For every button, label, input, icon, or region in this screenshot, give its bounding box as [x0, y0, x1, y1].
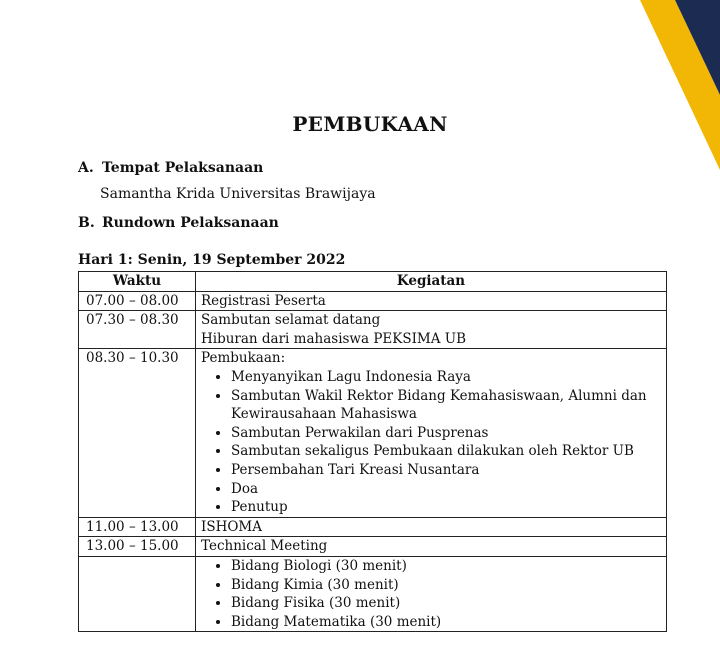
section-b-heading: [78, 215, 279, 231]
section-a-letter: A.: [78, 160, 94, 176]
venue-text: Samantha Krida Universitas Brawijaya: [100, 186, 376, 202]
section-a-title: Tempat Pelaksanaan: [102, 160, 264, 176]
activity-cell: [196, 517, 667, 537]
section-b-title: Rundown Pelaksanaan: [102, 215, 279, 231]
list-item: • Bidang Matematika (30 menit): [231, 613, 661, 632]
page-title: PEMBUKAAN: [292, 112, 448, 136]
table-row: [79, 291, 667, 311]
time-cell: 07.30 – 08.30: [79, 311, 196, 349]
time-cell: 13.00 – 15.00: [79, 537, 196, 557]
list-item: • Sambutan Perwakilan dari Pusprenas: [231, 424, 661, 443]
list-item: • Bidang Biologi (30 menit): [231, 557, 661, 576]
header-waktu: Waktu: [79, 272, 196, 292]
activity-cell: [196, 291, 667, 311]
time-cell: 08.30 – 10.30: [79, 349, 196, 517]
activity-cell: [196, 556, 667, 631]
header-kegiatan: Kegiatan: [196, 272, 667, 292]
activity-line: Sambutan selamat datang: [201, 312, 381, 329]
activity-cell: [196, 349, 667, 517]
table-row: [79, 311, 667, 349]
list-item: • Doa: [231, 480, 661, 499]
table-row: [79, 556, 667, 631]
list-item: • Penutup: [231, 498, 661, 517]
activity-cell: [196, 311, 667, 349]
list-item: • Menyanyikan Lagu Indonesia Raya: [231, 368, 661, 387]
activity-line: Pembukaan:: [201, 350, 286, 367]
time-cell: [79, 556, 196, 631]
corner-decoration: [600, 0, 720, 200]
table-header-row: [79, 272, 667, 292]
activity-line: ISHOMA: [201, 518, 262, 535]
activity-bullet-list: [201, 557, 661, 631]
day-heading: Hari 1: Senin, 19 September 2022: [78, 252, 346, 268]
table-row: [79, 349, 667, 517]
section-a-heading: [78, 160, 263, 176]
activity-bullet-list: [201, 368, 661, 517]
section-b-letter: B.: [78, 215, 95, 231]
table-row: [79, 537, 667, 557]
time-cell: 11.00 – 13.00: [79, 517, 196, 537]
activity-line: Technical Meeting: [201, 538, 328, 555]
list-item: • Bidang Kimia (30 menit): [231, 576, 661, 595]
list-item: • Bidang Fisika (30 menit): [231, 594, 661, 613]
rundown-table: [78, 271, 667, 632]
list-item: • Persembahan Tari Kreasi Nusantara: [231, 461, 661, 480]
time-cell: 07.00 – 08.00: [79, 291, 196, 311]
table-row: [79, 517, 667, 537]
activity-line: Hiburan dari mahasiswa PEKSIMA UB: [201, 330, 467, 347]
list-item: • Sambutan Wakil Rektor Bidang Kemahasiswaan, Alumni dan Kewirausahaan Mahasiswa: [231, 387, 661, 424]
activity-line: Registrasi Peserta: [201, 292, 326, 309]
activity-cell: [196, 537, 667, 557]
list-item: • Sambutan sekaligus Pembukaan dilakukan oleh Rektor UB: [231, 442, 661, 461]
